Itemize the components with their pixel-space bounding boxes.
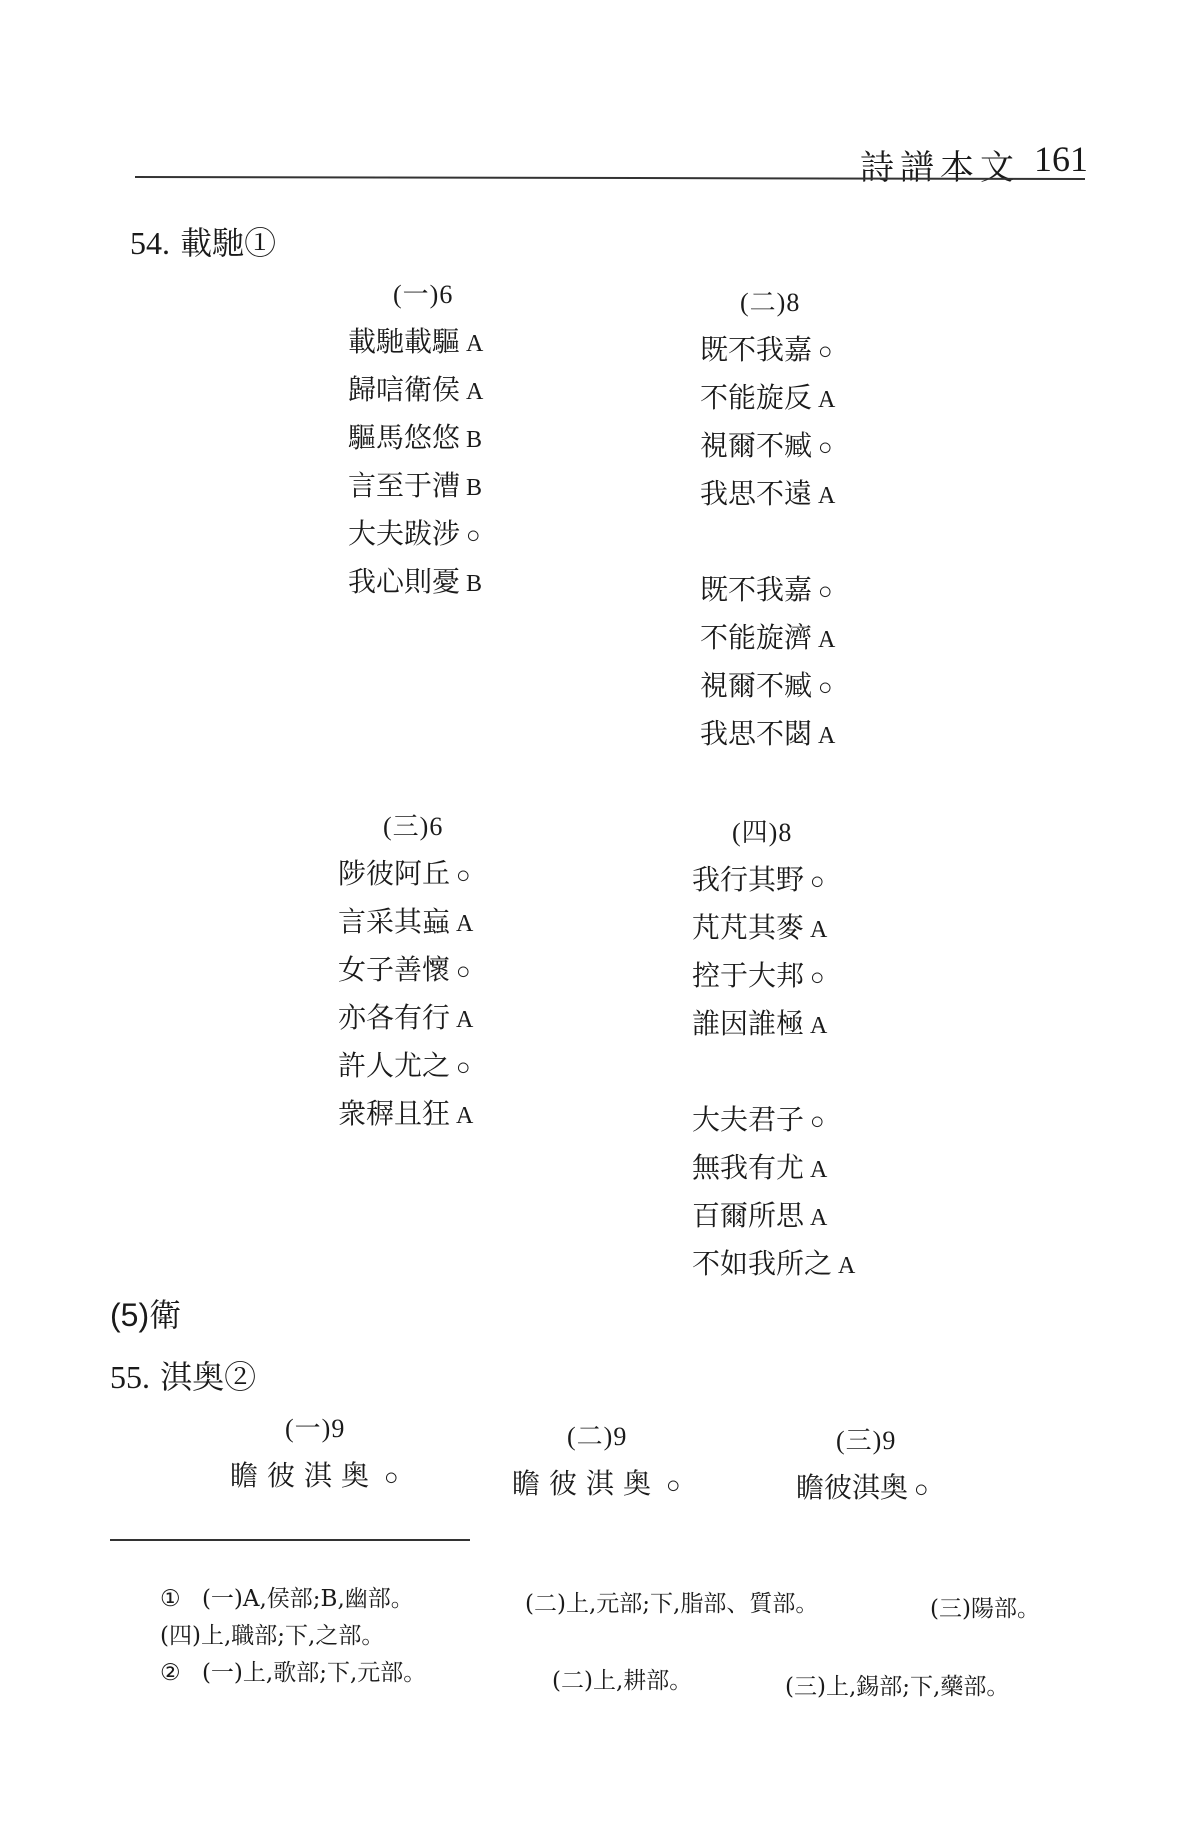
poem-54-title: 載馳① [180, 224, 277, 262]
stanza-head: (三)9 [836, 1426, 897, 1455]
verse-line-blank [700, 518, 835, 566]
verse-line: 我行其野 ○ [692, 863, 825, 896]
verse-line: 大夫君子 ○ [692, 1103, 825, 1136]
verse-line: 既不我嘉 ○ [700, 333, 833, 366]
footnote-1-line-1 [160, 1580, 414, 1613]
stanza-head: (一)9 [285, 1414, 346, 1443]
verse-line: 言采其蝱 A [338, 905, 474, 938]
verse-line: 瞻彼淇奥 ○ [512, 1467, 681, 1500]
verse-line: 驅馬悠悠 B [348, 421, 483, 454]
verse-line: 既不我嘉 ○ [700, 573, 833, 606]
verse-line: 百爾所思 A [692, 1199, 828, 1232]
verse-line: 陟彼阿丘 ○ [338, 857, 471, 890]
footnote-1-part-3: (三)陽部。 [930, 1596, 1040, 1622]
verse-line: 視爾不臧 ○ [700, 429, 833, 462]
verse-line: 芃芃其麥 A [692, 911, 828, 944]
stanza-55-2 [512, 1416, 681, 1508]
verse-line: 不能旋反 A [700, 381, 836, 414]
footnote-text: (一)A,侯部;B,幽部。 [201, 1586, 414, 1612]
stanza-54-2 [700, 282, 835, 758]
footnote-1-part-2: (二)上,元部;下,脂部、質部。 [525, 1591, 819, 1617]
verse-line: 許人尤之 ○ [338, 1049, 471, 1082]
footnote-rule [110, 1539, 470, 1541]
verse-line: 大夫跋涉 ○ [348, 517, 481, 550]
stanza-54-4 [692, 812, 855, 1288]
verse-line: 控于大邦 ○ [692, 959, 825, 992]
poem-54-heading [130, 218, 276, 264]
verse-line: 歸唁衛侯 A [348, 373, 484, 406]
footnote-2-part-2: (二)上,耕部。 [552, 1668, 693, 1694]
footnote-text: (一)上,歌部;下,元部。 [201, 1660, 427, 1686]
footnote-2-line-1 [160, 1654, 426, 1687]
footnote-2-part-3: (三)上,錫部;下,藥部。 [785, 1674, 1010, 1700]
running-header-title: 詩譜本文 [860, 148, 1020, 188]
stanza-head: (二)8 [740, 288, 801, 317]
verse-line: 不如我所之 A [692, 1247, 856, 1280]
verse-line: 我思不閟 A [700, 717, 836, 750]
verse-line: 我心則憂 B [348, 565, 483, 598]
stanza-54-1 [348, 274, 483, 606]
verse-line: 女子善懷 ○ [338, 953, 471, 986]
stanza-head: (四)8 [732, 818, 793, 847]
stanza-head: (三)6 [383, 812, 444, 841]
verse-line: 視爾不臧 ○ [700, 669, 833, 702]
verse-line: 瞻彼淇奥 ○ [230, 1459, 399, 1492]
stanza-55-3 [796, 1420, 929, 1512]
verse-line: 我思不遠 A [700, 477, 836, 510]
footnote-marker: ② [160, 1660, 181, 1686]
stanza-54-3 [338, 806, 473, 1138]
verse-line-blank [692, 1048, 855, 1096]
footnote-marker: ① [160, 1586, 181, 1612]
verse-line: 言至于漕 B [348, 469, 483, 502]
section-heading: (5)衛 [110, 1297, 182, 1333]
verse-line: 衆稺且狂 A [338, 1097, 474, 1130]
footnote-1-line-2: (四)上,職部;下,之部。 [160, 1623, 385, 1649]
stanza-head: (二)9 [567, 1422, 628, 1451]
poem-54-number: 54. [130, 225, 170, 261]
page-number: 161 [1034, 139, 1088, 179]
verse-line: 載馳載驅 A [348, 325, 484, 358]
poem-55-number: 55. [110, 1359, 150, 1395]
verse-line: 無我有尤 A [692, 1151, 828, 1184]
stanza-55-1 [230, 1408, 399, 1500]
poem-55-title: 淇奥② [160, 1358, 257, 1396]
poem-55-heading [110, 1352, 256, 1398]
verse-line: 亦各有行 A [338, 1001, 474, 1034]
verse-line: 誰因誰極 A [692, 1007, 828, 1040]
verse-line: 瞻彼淇奥 ○ [796, 1471, 929, 1504]
verse-line: 不能旋濟 A [700, 621, 836, 654]
stanza-head: (一)6 [393, 280, 454, 309]
